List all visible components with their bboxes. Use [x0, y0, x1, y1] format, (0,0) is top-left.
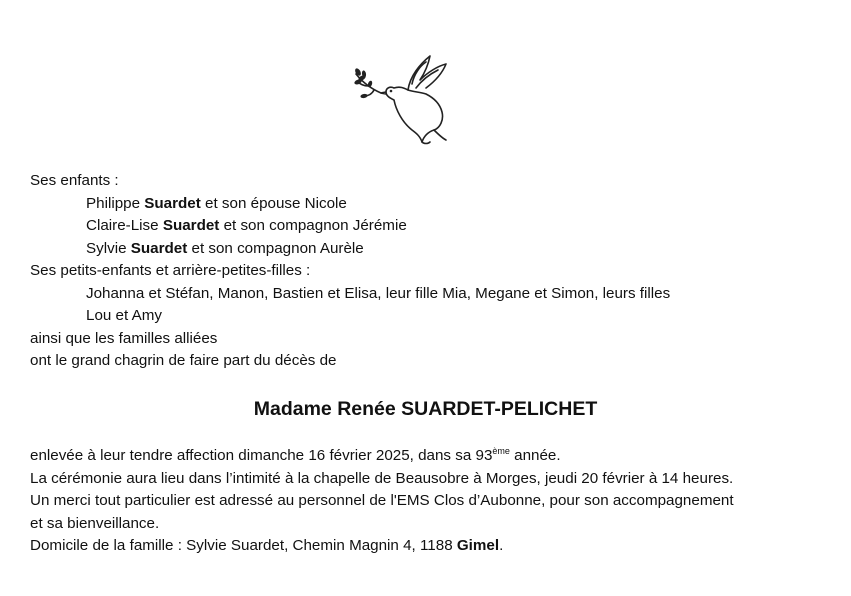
- child-first-name: Claire-Lise: [86, 217, 163, 234]
- child-line: [30, 238, 830, 261]
- thanks-line: Un merci tout particulier est adressé au personnel de l'EMS Clos d’Aubonne, pour son accompagnement: [30, 492, 734, 509]
- children-heading: Ses enfants :: [30, 172, 119, 189]
- family-section: [30, 170, 830, 373]
- grandchildren-heading: Ses petits-enfants et arrière-petites-filles :: [30, 262, 311, 279]
- domicile-line: [30, 535, 830, 558]
- thanks-line: et sa bienveillance.: [30, 514, 160, 532]
- child-partner: et son compagnon Jérémie: [219, 217, 407, 234]
- domicile-end: .: [499, 537, 504, 554]
- ordinal-suffix: ème: [492, 446, 510, 456]
- child-last-name: Suardet: [144, 194, 201, 212]
- domicile-text: Domicile de la famille : Sylvie Suardet, Chemin Magnin 4, 1188: [30, 537, 457, 554]
- child-partner: et son compagnon Aurèle: [187, 239, 364, 257]
- grandchildren-line: Johanna et Stéfan, Manon, Bastien et Elisa, leur fille Mia, Megane et Simon, leurs filles: [86, 284, 671, 302]
- child-line: [30, 215, 830, 238]
- child-line: [30, 193, 830, 216]
- allies-line: ainsi que les familles alliées: [30, 329, 218, 347]
- child-partner: et son épouse Nicole: [200, 194, 347, 212]
- dove-with-olive-branch-icon: [350, 50, 454, 146]
- ceremony-line: La cérémonie aura lieu dans l’intimité à la chapelle de Beausobre à Morges, jeudi 20 février à 14 heures.: [30, 469, 734, 487]
- child-first-name: Sylvie: [86, 239, 131, 257]
- child-first-name: Philippe: [86, 194, 145, 212]
- passing-text: enlevée à leur tendre affection dimanche 16 février 2025, dans sa 93: [30, 447, 493, 464]
- announcement-line: ont le grand chagrin de faire part du décès de: [30, 352, 337, 369]
- child-last-name: Suardet: [162, 217, 220, 234]
- passing-text-end: année.: [509, 447, 561, 464]
- details-section: [30, 445, 830, 558]
- passing-line: [30, 445, 830, 468]
- domicile-town: Gimel: [456, 537, 500, 554]
- deceased-name: Madame Renée SUARDET-PELICHET: [253, 398, 598, 420]
- child-last-name: Suardet: [130, 239, 188, 257]
- grandchildren-line: Lou et Amy: [86, 307, 162, 324]
